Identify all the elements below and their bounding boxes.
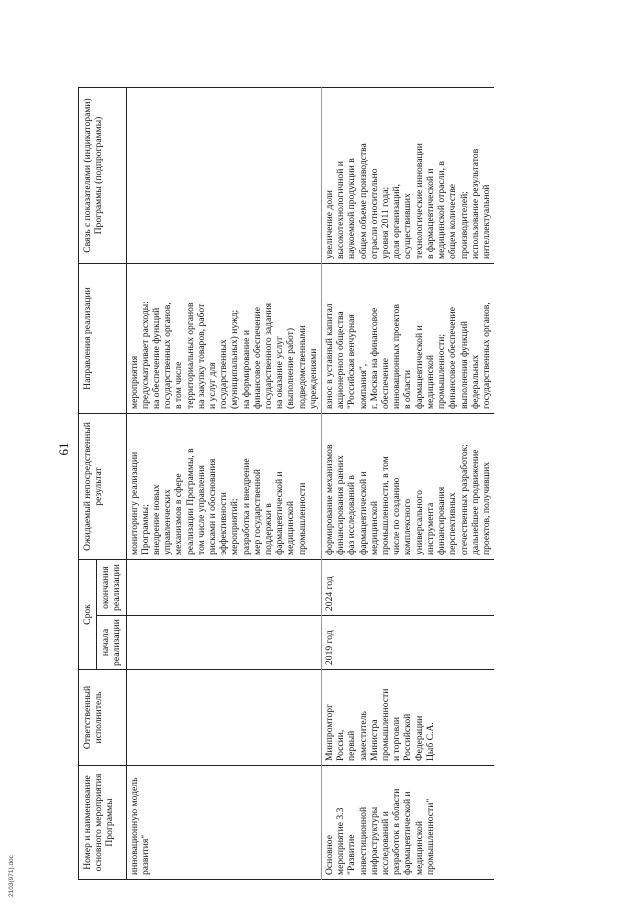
cell-result: формирование механизмов финансирования ранних фаз исследований в фармацевтической и медицинской промышленности, в том числе по созданию комплексного универсального инструмента финансирования перспективных отечественных разработок; дальнейшее продвижение проектов, получивших: [322, 414, 495, 560]
cell-start: [126, 616, 321, 670]
header-spacer: [79, 18, 127, 88]
header-direction: Направления реализации: [79, 264, 127, 414]
cell-end: [126, 560, 321, 616]
table-row: [126, 18, 321, 880]
cell-executor: [126, 670, 321, 766]
cell-executor: Минпромторг России, первый заместитель Министра промышленности и торговли Российской Федерации Цыб С.А.: [322, 670, 495, 766]
header-term: Срок: [79, 560, 97, 670]
cell-name: Основное мероприятие 3.3 "Развитие инвестиционной инфраструктуры исследований и разработок в области фармацевтической и медицинской промышленности": [322, 766, 495, 880]
footer-code: 2103(971).doc: [8, 855, 15, 897]
cell-spacer: [126, 18, 321, 88]
cell-end: 2024 год: [322, 560, 495, 616]
cell-result: мониторингу реализации Программы; внедрение новых управленческих механизмов в сфере реализации Программы, в том числе управления рисками и обоснования эффективности мероприятий; разработка и внедрение мер государственной поддержки в фармацевтической и медицинской промышленности: [126, 414, 321, 560]
cell-start: 2019 год: [322, 616, 495, 670]
header-executor: Ответственный исполнитель: [79, 670, 127, 766]
cell-link: увеличение доли высокотехнологичной и наукоемкой продукции в общем объеме производства отрасли относительно уровня 2011 года; доля организаций, осуществивших технологические инновации в фармацевтической и медицинской отрасли, в общем количестве производителей; использование результатов интеллектуальной: [322, 88, 495, 264]
header-start: начала реализации: [97, 616, 126, 670]
page-number: 61: [56, 442, 71, 456]
header-end: окончания реализации: [97, 560, 126, 616]
cell-spacer: [322, 18, 495, 88]
cell-direction: взнос в уставный капитал акционерного общества "Российская венчурная компания", г. Москва на финансовое обеспечение инновационных проектов в области фармацевтической и медицинской промышленности; финансовое обеспечение выполнения функций федеральных государственных органов,: [322, 264, 495, 414]
cell-name: инновационную модель развития": [126, 766, 321, 880]
cell-link: [126, 88, 321, 264]
header-result: Ожидаемый непосредственный результат: [79, 414, 127, 560]
header-link: Связь с показателями (индикаторами) Программы (подпрограммы): [79, 88, 127, 264]
table-row: [322, 18, 495, 880]
rotated-content: [56, 18, 611, 880]
header-row: [79, 18, 97, 880]
cell-direction: мероприятия предусматривает расходы: на обеспечение функций государственных органов, в том числе территориальных органов на закупку товаров, работ и услуг для государственных (муниципальных) нужд; на формирование и финансовое обеспечение государственного задания на оказание услуг (выполнение работ) подведомственными учреждениями: [126, 264, 321, 414]
program-table: [78, 18, 494, 881]
header-name: Номер и наименование основного мероприятия Программы: [79, 766, 127, 880]
